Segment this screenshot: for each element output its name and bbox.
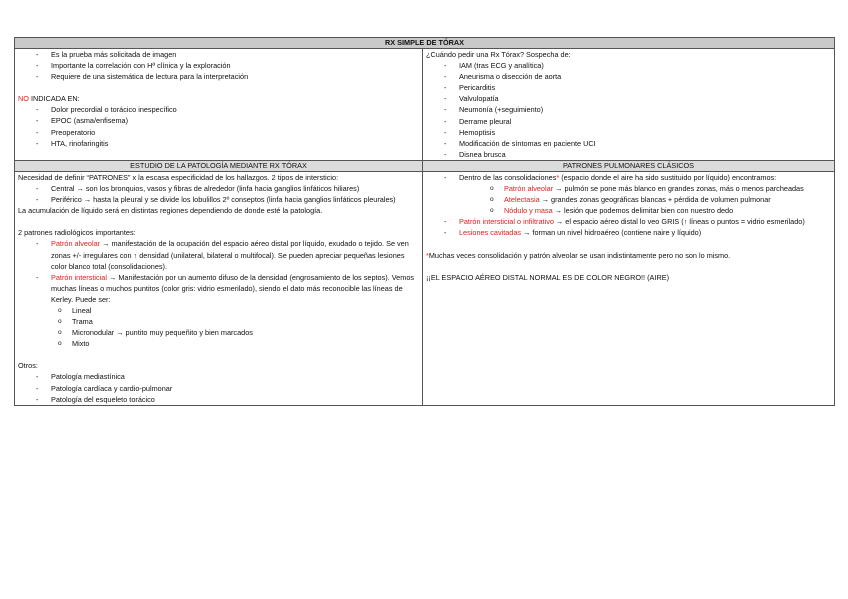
cell-patrones xyxy=(423,171,835,405)
list-item xyxy=(426,194,831,205)
asterisk: * xyxy=(426,250,429,260)
atelectasia-text: → grandes zonas geográficas blancas + pérdida de volumen pulmonar xyxy=(539,195,771,205)
list-item xyxy=(426,205,831,216)
table-title: RX SIMPLE DE TÓRAX xyxy=(15,38,835,49)
list-item: - Periférico → hasta la pleural y se divide los lobulillos 2º conseptos (linfa hacia ganglios linfáticos pleurales) xyxy=(18,194,419,205)
list-item xyxy=(426,172,831,183)
list-item: - Central → son los bronquios, vasos y fibras de alrededor (linfa hacia ganglios linfáticos hiliares) xyxy=(18,183,419,194)
general-info-list xyxy=(18,49,419,82)
list-item xyxy=(426,183,831,194)
atelectasia-label: Atelectasia xyxy=(504,195,540,205)
patron-intersticial-text: → Manifestación por un aumento difuso de la densidad (engrosamiento de los septos). Vemos muchas líneas o muchos puntitos (color gris: vidrio esmerilado), siendo el dato más reconocible las líneas de Kerley. Puede ser: xyxy=(51,272,415,304)
no-indicada-list xyxy=(18,104,419,148)
consolidaciones-text: Dentro de las consolidaciones xyxy=(459,172,557,182)
list-item: - Dolor precordial o torácico inespecífico xyxy=(18,104,419,115)
list-item: - Aneurisma o disección de aorta xyxy=(426,71,831,82)
list-item: - Preoperatorio xyxy=(18,127,419,138)
intersticial-text: → el espacio aéreo distal lo veo GRIS (↑ líneas o puntos = vidrio esmerilado) xyxy=(553,217,805,227)
section-heading-text: ESTUDIO DE LA PATOLOGÍA MEDIANTE RX TÓRAX xyxy=(130,160,307,170)
rx-torax-table xyxy=(14,37,835,406)
list-item xyxy=(426,227,831,238)
when-question: ¿Cuándo pedir una Rx Tórax? Sospecha de: xyxy=(426,50,571,59)
list-item: - Pericarditis xyxy=(426,82,831,93)
list-item: - EPOC (asma/enfisema) xyxy=(18,115,419,126)
list-item: o Lineal xyxy=(18,305,419,316)
final-note: ¡¡EL ESPACIO AÉREO DISTAL NORMAL ES DE COLOR NEGRO!! (AIRE) xyxy=(426,272,670,282)
nodulo-text: → lesión que podemos delimitar bien con nuestro dedo xyxy=(552,206,734,216)
patron-intersticial-label: Patrón intersticial xyxy=(51,272,107,282)
consolidaciones-list xyxy=(426,172,831,183)
alveolar-text: → pulmón se pone más blanco en grandes zonas, más o menos parcheadas xyxy=(553,184,804,194)
section-heading-estudio xyxy=(15,160,423,171)
patrones-intro: 2 patrones radiológicos importantes: xyxy=(18,228,136,238)
cell-general-info xyxy=(15,49,423,161)
section-heading-text: PATRONES PULMONARES CLÁSICOS xyxy=(562,160,695,170)
list-item: - Derrame pleural xyxy=(426,116,831,127)
list-item: - Disnea brusca xyxy=(426,149,831,160)
list-item: - Patología cardíaca y cardio-pulmonar xyxy=(18,383,419,394)
list-item xyxy=(426,216,831,227)
suspicion-list xyxy=(426,60,831,160)
list-item: o Trama xyxy=(18,316,419,327)
list-item: - Patología mediastínica xyxy=(18,371,419,382)
list-item: - Patología del esqueleto torácico xyxy=(18,394,419,405)
list-item: - Es la prueba más solicitada de imagen xyxy=(18,49,419,60)
consolidaciones-sub-list xyxy=(426,183,831,216)
cell-when-to-order xyxy=(423,49,835,161)
list-item: o Micronodular → puntito muy pequeñito y bien marcados xyxy=(18,327,419,338)
intersticio-list xyxy=(18,183,419,205)
list-item: - Requiere de una sistemática de lectura para la interpretación xyxy=(18,71,419,82)
cell-estudio xyxy=(15,171,423,405)
list-item xyxy=(18,272,419,305)
list-item: - HTA, rinofaringitis xyxy=(18,138,419,149)
alveolar-label: Patrón alveolar xyxy=(504,184,554,194)
section-heading-patrones xyxy=(423,160,835,171)
asterisk: * xyxy=(556,172,560,182)
list-item: - Importante la correlación con Hª clínica y la exploración xyxy=(18,60,419,71)
consolidaciones-desc: (espacio donde el aire ha sido sustituido por líquido) encontramos: xyxy=(559,172,777,182)
list-item xyxy=(18,238,419,271)
list-item: - Hemoptisis xyxy=(426,127,831,138)
intersticial-label: Patrón intersticial o infiltrativo xyxy=(459,217,554,227)
intersticial-types-list xyxy=(18,305,419,349)
intro-text: Necesidad de definir “PATRONES” x la escasa especificidad de los hallazgos. 2 tipos de intersticio: xyxy=(18,172,339,182)
nota-text xyxy=(426,250,831,261)
list-item: - Neumonía (+seguimiento) xyxy=(426,104,831,115)
patrones-list xyxy=(18,238,419,305)
no-indicada-heading xyxy=(18,93,419,104)
no-indicada-text: INDICADA EN: xyxy=(28,94,80,104)
otros-patrones-list xyxy=(426,216,831,238)
list-item: - Valvulopatía xyxy=(426,93,831,104)
otros-heading: Otros: xyxy=(18,361,38,371)
acumulacion-text: La acumulación de líquido será en distintas regiones dependiendo de donde esté la patología. xyxy=(18,206,323,216)
list-item: - IAM (tras ECG y analítica) xyxy=(426,60,831,71)
cavitadas-label: Lesiones cavitadas xyxy=(459,228,522,238)
nodulo-label: Nódulo y masa xyxy=(504,206,553,216)
list-item: - Modificación de síntomas en paciente UCI xyxy=(426,138,831,149)
patron-alveolar-text: → manifestación de la ocupación del espacio aéreo distal por líquido, exudado o tejido. Se ven zonas +/- irregulares con ↑ densidad (unilateral, bilateral o multifocal). Se pueden apreciar pequeñas lesiones color blanco total (consolidaciones). xyxy=(51,239,409,271)
nota-content: Muchas veces consolidación y patrón alveolar se usan indistintamente pero no son lo mismo. xyxy=(428,250,731,260)
list-item: o Mixto xyxy=(18,338,419,349)
otros-list xyxy=(18,371,419,404)
cavitadas-text: → forman un nivel hidroaéreo (contiene naire y líquido) xyxy=(521,228,702,238)
no-label: NO xyxy=(18,94,29,104)
patron-alveolar-label: Patrón alveolar xyxy=(51,239,101,249)
